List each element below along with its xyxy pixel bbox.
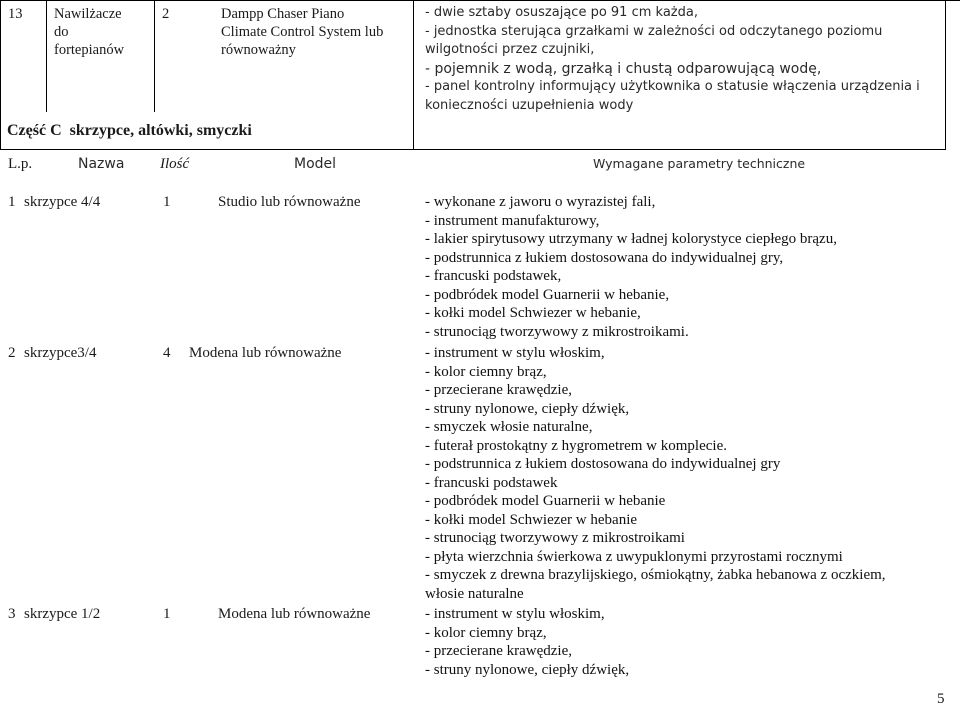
spec-line: włosie naturalne — [425, 585, 524, 602]
row13-qty: 2 — [162, 6, 170, 22]
item2-qty: 4 — [163, 345, 171, 361]
spec-line: - kołki model Schwiezer w hebanie, — [425, 305, 641, 321]
item2-model: Modena lub równoważne — [189, 345, 342, 361]
spec-line: - futerał prostokątny z hygrometrem w komplecie. — [425, 437, 727, 454]
spec-line: - lakier spirytusowy utrzymany w ładnej kolorystyce ciepłego brązu, — [425, 231, 837, 247]
col-divider-model — [413, 0, 414, 150]
header-lp: L.p. — [8, 156, 33, 172]
page-number: 5 — [937, 691, 945, 707]
spec-line: - smyczek z drewna brazylijskiego, ośmiokątny, żabka hebanowa z oczkiem, — [425, 567, 886, 583]
spec-line: - kolor ciemny brąz, — [425, 624, 547, 641]
header-name: Nazwa — [78, 156, 125, 172]
spec-line: - jednostka sterująca grzałkami w zależności od odczytanego poziomu — [425, 23, 883, 39]
spec-line: - kołki model Schwiezer w hebanie — [425, 511, 638, 528]
col-divider-lp — [46, 0, 47, 112]
item3-name: skrzypce 1/2 — [24, 606, 101, 622]
spec-line: konieczności uzupełnienia wody — [425, 97, 634, 113]
item3-lp: 3 — [8, 606, 16, 622]
row13-model-line3: równoważny — [221, 42, 296, 58]
spec-line: - pojemnik z wodą, grzałką i chustą odparowującą wodę, — [425, 60, 822, 77]
item1-name: skrzypce 4/4 — [24, 194, 101, 210]
row13-model-line2: Climate Control System lub — [221, 24, 384, 40]
row13-name-line1: Nawilżacze — [54, 6, 122, 22]
spec-line: - smyczek włosie naturalne, — [425, 419, 593, 435]
table-bottom-border — [0, 149, 946, 150]
spec-line: - podstrunnica z łukiem dostosowana do indywidualnej gry, — [425, 249, 784, 266]
item3-qty: 1 — [163, 606, 171, 622]
section-title: Część C skrzypce, altówki, smyczki — [7, 122, 252, 139]
spec-line: - struny nylonowe, ciepły dźwięk, — [425, 661, 630, 678]
item2-name: skrzypce3/4 — [24, 345, 97, 361]
spec-line: - podbródek model Guarnerii w hebanie, — [425, 286, 670, 303]
item2-specs — [425, 344, 886, 603]
row13-lp: 13 — [8, 6, 23, 22]
spec-line: - wykonane z jaworu o wyrazistej fali, — [425, 194, 656, 210]
spec-line: - panel kontrolny informujący użytkownika o statusie włączenia urządzenia i — [425, 79, 920, 95]
item1-lp: 1 — [8, 194, 16, 210]
item1-model: Studio lub równoważne — [218, 194, 361, 210]
header-specs: Wymagane parametry techniczne — [593, 156, 806, 171]
spec-line: - przecierane krawędzie, — [425, 643, 572, 659]
item3-specs — [425, 605, 629, 679]
table-left-border — [0, 0, 1, 150]
item2-lp: 2 — [8, 345, 16, 361]
spec-line: - francuski podstawek — [425, 474, 558, 491]
table-right-border — [945, 0, 946, 150]
item1-qty: 1 — [163, 194, 171, 210]
col-divider-name — [154, 0, 155, 112]
spec-line: - strunociąg tworzywowy z mikrostroikami — [425, 530, 685, 546]
spec-line: - strunociąg tworzywowy z mikrostroikami. — [425, 323, 689, 340]
item1-specs — [425, 193, 837, 341]
spec-line: - dwie sztaby osuszające po 91 cm każda, — [425, 5, 698, 20]
item3-model: Modena lub równoważne — [218, 606, 371, 622]
row13-specs — [425, 4, 920, 116]
row13-name-line3: fortepianów — [54, 42, 125, 58]
spec-line: wilgotności przez czujniki, — [425, 42, 595, 58]
spec-line: - instrument w stylu włoskim, — [425, 606, 605, 622]
header-model: Model — [294, 156, 337, 172]
spec-line: - francuski podstawek, — [425, 268, 562, 284]
row13-name-line2: do — [54, 24, 69, 40]
spec-line: - podbródek model Guarnerii w hebanie — [425, 493, 666, 509]
spec-line: - płyta wierzchnia świerkowa z uwypuklonymi przyrostami rocznymi — [425, 548, 843, 565]
row13-model-line1: Dampp Chaser Piano — [221, 6, 345, 22]
spec-line: - instrument manufakturowy, — [425, 212, 600, 229]
spec-line: - przecierane krawędzie, — [425, 382, 572, 398]
spec-line: - struny nylonowe, ciepły dźwięk, — [425, 400, 630, 417]
header-qty: Ilość — [160, 156, 190, 172]
spec-line: - instrument w stylu włoskim, — [425, 345, 605, 361]
spec-line: - kolor ciemny brąz, — [425, 363, 547, 380]
spec-line: - podstrunnica z łukiem dostosowana do indywidualnej gry — [425, 456, 781, 472]
table-top-border — [0, 0, 960, 1]
